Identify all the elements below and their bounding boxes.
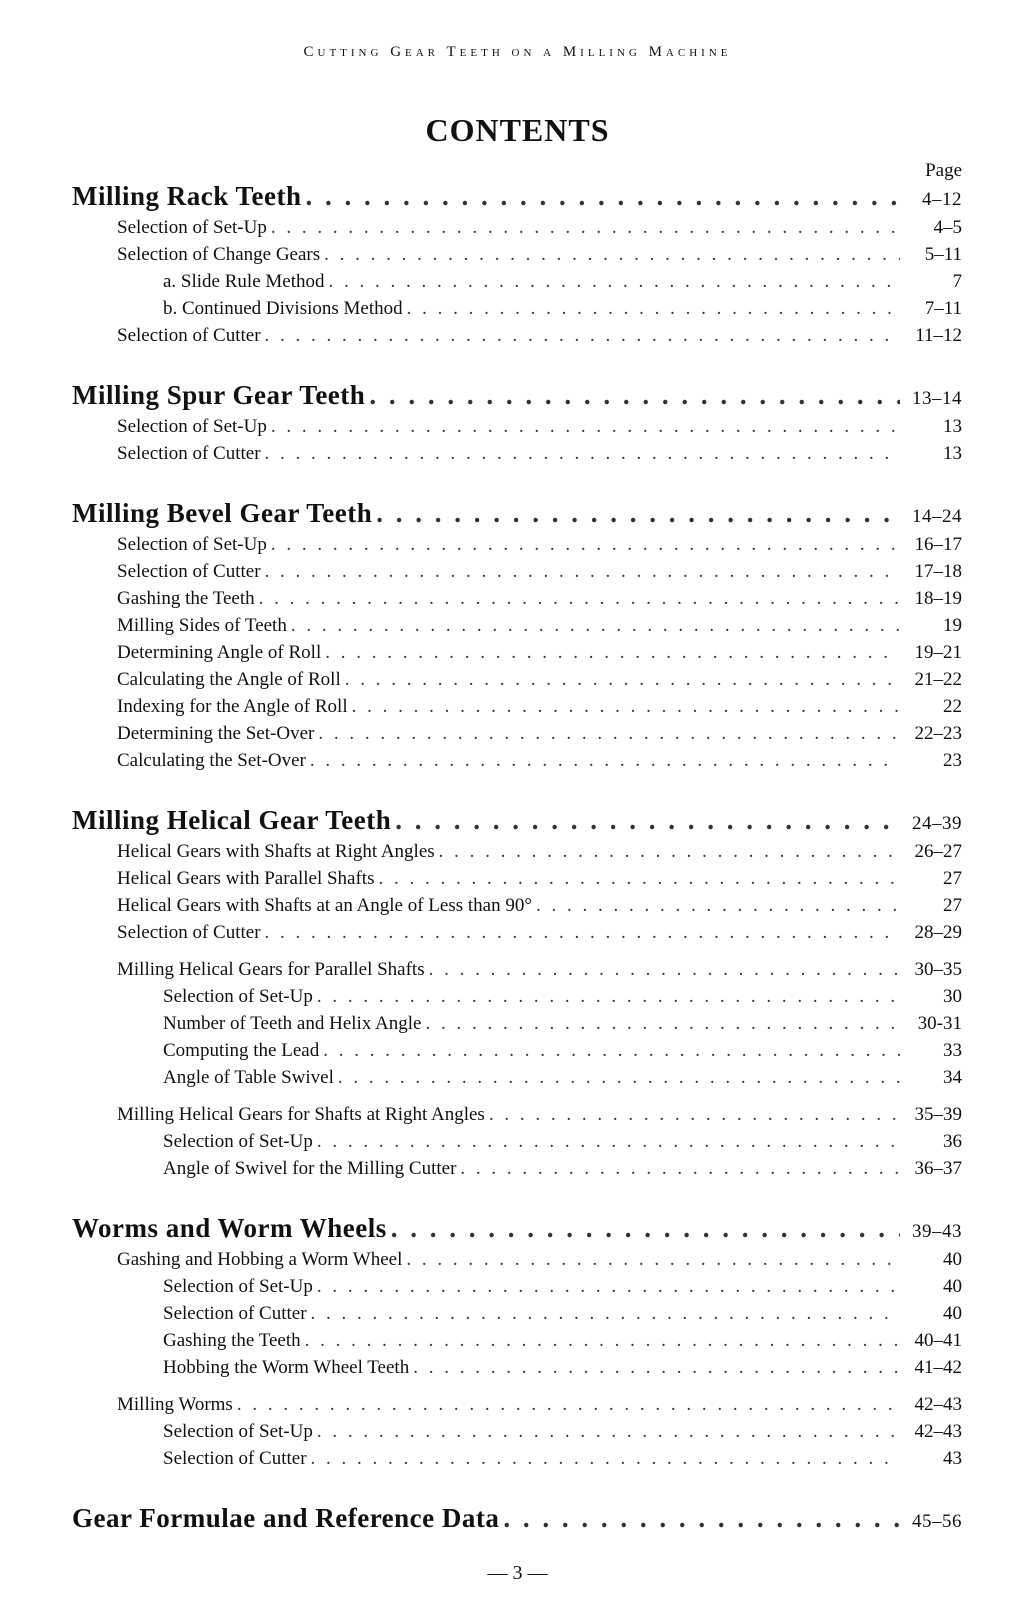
toc-entry[interactable] xyxy=(72,919,962,946)
dot-leader xyxy=(318,720,900,747)
toc-page-ref: 45–56 xyxy=(912,1511,962,1532)
toc-entry[interactable] xyxy=(72,295,962,322)
toc-entry[interactable] xyxy=(72,865,962,892)
toc-entry[interactable] xyxy=(72,1010,962,1037)
toc-page-ref: 7 xyxy=(952,271,962,292)
toc-section[interactable] xyxy=(72,1210,962,1246)
toc-page-ref: 19–21 xyxy=(914,642,962,663)
toc-page-ref: 33 xyxy=(943,1040,962,1061)
toc-entry[interactable] xyxy=(72,747,962,774)
toc-entry-label: Selection of Set-Up xyxy=(163,1131,313,1152)
toc-page-ref: 42–43 xyxy=(914,1421,962,1442)
dot-leader xyxy=(259,585,900,612)
toc-page-ref: 4–12 xyxy=(922,189,962,210)
toc-entry[interactable] xyxy=(72,1327,962,1354)
toc-entry-label: Milling Helical Gears for Shafts at Right Angles xyxy=(117,1104,485,1125)
toc-entry[interactable] xyxy=(72,838,962,865)
dot-leader xyxy=(378,865,900,892)
toc-page-ref: 36 xyxy=(943,1131,962,1152)
dot-leader xyxy=(271,531,900,558)
dot-leader xyxy=(311,1445,900,1472)
toc-entry[interactable] xyxy=(72,1128,962,1155)
toc-page-ref: 11–12 xyxy=(915,325,962,346)
toc-entry[interactable] xyxy=(72,956,962,983)
toc-entry-label: Selection of Cutter xyxy=(117,325,261,346)
toc-page-ref: 26–27 xyxy=(914,841,962,862)
toc-entry[interactable] xyxy=(72,983,962,1010)
toc-entry[interactable] xyxy=(72,1300,962,1327)
toc-entry[interactable] xyxy=(72,558,962,585)
toc-entry-label: Milling Sides of Teeth xyxy=(117,615,287,636)
toc-entry[interactable] xyxy=(72,1037,962,1064)
toc-entry-label: Selection of Cutter xyxy=(163,1448,307,1469)
toc-entry[interactable] xyxy=(72,585,962,612)
toc-entry-label: Selection of Change Gears xyxy=(117,244,321,265)
toc-page-ref: 39–43 xyxy=(912,1221,962,1242)
toc-page-ref: 17–18 xyxy=(914,561,962,582)
toc-entry-label: Gashing the Teeth xyxy=(117,588,255,609)
dot-leader xyxy=(460,1155,900,1182)
toc-entry-label: Determining Angle of Roll xyxy=(117,642,322,663)
toc-entry[interactable] xyxy=(72,892,962,919)
dot-leader xyxy=(323,1037,900,1064)
page-column-label: Page xyxy=(925,160,962,181)
toc-entry[interactable] xyxy=(72,639,962,666)
dot-leader xyxy=(317,1273,900,1300)
toc-entry[interactable] xyxy=(72,720,962,747)
dot-leader xyxy=(271,214,900,241)
toc-entry[interactable] xyxy=(72,1064,962,1091)
toc-entry-label: Helical Gears with Shafts at an Angle of Less than 90° xyxy=(117,895,532,916)
toc-entry[interactable] xyxy=(72,531,962,558)
toc-entry-label: Selection of Cutter xyxy=(117,561,261,582)
toc-page-ref: 35–39 xyxy=(914,1104,962,1125)
toc-entry[interactable] xyxy=(72,1445,962,1472)
toc-entry-label: Number of Teeth and Helix Angle xyxy=(163,1013,422,1034)
toc-page-ref: 40 xyxy=(943,1276,962,1297)
dot-leader xyxy=(425,1010,900,1037)
toc-entry[interactable] xyxy=(72,268,962,295)
toc-entry-label: Computing the Lead xyxy=(163,1040,320,1061)
toc-entry-label: Selection of Cutter xyxy=(117,922,261,943)
dot-leader xyxy=(489,1101,900,1128)
toc-page-ref: 27 xyxy=(943,895,962,916)
dot-leader xyxy=(311,1300,900,1327)
toc-entry-label: Angle of Swivel for the Milling Cutter xyxy=(163,1158,457,1179)
toc-page-ref: 4–5 xyxy=(933,217,962,238)
toc-section[interactable] xyxy=(72,802,962,838)
dot-leader xyxy=(265,322,900,349)
toc-entry-label: Hobbing the Worm Wheel Teeth xyxy=(163,1357,410,1378)
toc-page-ref: 23 xyxy=(943,750,962,771)
toc-page-ref: 13–14 xyxy=(912,388,962,409)
toc-entry-label: Selection of Set-Up xyxy=(117,416,267,437)
page-number: — 3 — xyxy=(487,1562,548,1584)
dot-leader xyxy=(325,639,900,666)
toc-page-ref: 28–29 xyxy=(914,922,962,943)
toc-page-ref: 7–11 xyxy=(924,298,962,319)
toc-page-ref: 14–24 xyxy=(912,506,962,527)
toc-page-ref: 24–39 xyxy=(912,813,962,834)
dot-leader xyxy=(391,1210,900,1246)
table-of-contents xyxy=(72,178,962,1536)
toc-entry-label: Angle of Table Swivel xyxy=(163,1067,334,1088)
dot-leader xyxy=(503,1500,900,1536)
toc-entry-label: Gashing and Hobbing a Worm Wheel xyxy=(117,1249,403,1270)
toc-page-ref: 18–19 xyxy=(914,588,962,609)
toc-entry-label: Calculating the Angle of Roll xyxy=(117,669,341,690)
toc-entry[interactable] xyxy=(72,1391,962,1418)
dot-leader xyxy=(439,838,900,865)
dot-leader xyxy=(237,1391,900,1418)
toc-page-ref: 5–11 xyxy=(924,244,962,265)
toc-entry-label: Selection of Cutter xyxy=(117,443,261,464)
dot-leader xyxy=(352,693,900,720)
dot-leader xyxy=(305,1327,900,1354)
toc-entry[interactable] xyxy=(72,666,962,693)
toc-entry-label: Helical Gears with Shafts at Right Angles xyxy=(117,841,435,862)
toc-page-ref: 30-31 xyxy=(917,1013,962,1034)
toc-page-ref: 36–37 xyxy=(914,1158,962,1179)
dot-leader xyxy=(271,413,900,440)
dot-leader xyxy=(317,983,900,1010)
dot-leader xyxy=(306,178,900,214)
toc-entry[interactable] xyxy=(72,1418,962,1445)
toc-section[interactable] xyxy=(72,495,962,531)
toc-page-ref: 22–23 xyxy=(914,723,962,744)
dot-leader xyxy=(345,666,900,693)
toc-section-title: Milling Bevel Gear Teeth xyxy=(72,498,373,528)
toc-entry[interactable] xyxy=(72,440,962,467)
toc-page-ref: 43 xyxy=(943,1448,962,1469)
toc-page-ref: 41–42 xyxy=(914,1357,962,1378)
dot-leader xyxy=(376,495,900,531)
toc-page-ref: 40 xyxy=(943,1249,962,1270)
dot-leader xyxy=(265,919,900,946)
toc-page-ref: 27 xyxy=(943,868,962,889)
toc-section-title: Worms and Worm Wheels xyxy=(72,1213,387,1243)
dot-leader xyxy=(429,956,900,983)
toc-page-ref: 16–17 xyxy=(914,534,962,555)
dot-leader xyxy=(310,747,900,774)
dot-leader xyxy=(317,1418,900,1445)
dot-leader xyxy=(324,241,900,268)
toc-page-ref: 13 xyxy=(943,443,962,464)
toc-section-title: Milling Spur Gear Teeth xyxy=(72,380,366,410)
toc-page-ref: 30–35 xyxy=(914,959,962,980)
toc-entry[interactable] xyxy=(72,1273,962,1300)
toc-entry-label: Helical Gears with Parallel Shafts xyxy=(117,868,375,889)
toc-page-ref: 21–22 xyxy=(914,669,962,690)
toc-entry[interactable] xyxy=(72,1101,962,1128)
toc-section[interactable] xyxy=(72,377,962,413)
dot-leader xyxy=(338,1064,900,1091)
toc-entry[interactable] xyxy=(72,1246,962,1273)
dot-leader xyxy=(406,1246,900,1273)
toc-page-ref: 19 xyxy=(943,615,962,636)
running-head: Cutting Gear Teeth on a Milling Machine xyxy=(303,44,732,60)
dot-leader xyxy=(265,558,900,585)
dot-leader xyxy=(265,440,900,467)
toc-entry-label: b. Continued Divisions Method xyxy=(163,298,403,319)
toc-entry-label: Selection of Set-Up xyxy=(163,1276,313,1297)
toc-section-title: Milling Rack Teeth xyxy=(72,181,302,211)
dot-leader xyxy=(395,802,900,838)
toc-entry-label: Milling Worms xyxy=(117,1394,233,1415)
toc-section-title: Milling Helical Gear Teeth xyxy=(72,805,392,835)
toc-page-ref: 40 xyxy=(943,1303,962,1324)
toc-entry-label: a. Slide Rule Method xyxy=(163,271,325,292)
toc-entry-label: Selection of Set-Up xyxy=(117,217,267,238)
toc-entry-label: Gashing the Teeth xyxy=(163,1330,301,1351)
toc-entry-label: Selection of Set-Up xyxy=(163,1421,313,1442)
toc-page-ref: 34 xyxy=(943,1067,962,1088)
toc-entry[interactable] xyxy=(72,322,962,349)
dot-leader xyxy=(317,1128,900,1155)
toc-entry[interactable] xyxy=(72,612,962,639)
toc-page-ref: 30 xyxy=(943,986,962,1007)
toc-entry[interactable] xyxy=(72,413,962,440)
toc-entry[interactable] xyxy=(72,214,962,241)
toc-entry-label: Milling Helical Gears for Parallel Shafts xyxy=(117,959,425,980)
toc-entry-label: Selection of Set-Up xyxy=(163,986,313,1007)
toc-page-ref: 22 xyxy=(943,696,962,717)
toc-entry-label: Indexing for the Angle of Roll xyxy=(117,696,348,717)
toc-entry-label: Calculating the Set-Over xyxy=(117,750,306,771)
dot-leader xyxy=(369,377,900,413)
toc-entry[interactable] xyxy=(72,1155,962,1182)
dot-leader xyxy=(407,295,900,322)
dot-leader xyxy=(536,892,900,919)
toc-entry-label: Selection of Set-Up xyxy=(117,534,267,555)
toc-page-ref: 40–41 xyxy=(914,1330,962,1351)
toc-entry[interactable] xyxy=(72,1354,962,1381)
toc-section-title: Gear Formulae and Reference Data xyxy=(72,1503,500,1533)
toc-entry-label: Selection of Cutter xyxy=(163,1303,307,1324)
toc-section[interactable] xyxy=(72,178,962,214)
toc-page-ref: 42–43 xyxy=(914,1394,962,1415)
toc-section[interactable] xyxy=(72,1500,962,1536)
toc-entry[interactable] xyxy=(72,693,962,720)
dot-leader xyxy=(328,268,900,295)
toc-entry-label: Determining the Set-Over xyxy=(117,723,315,744)
toc-page-ref: 13 xyxy=(943,416,962,437)
dot-leader xyxy=(413,1354,900,1381)
toc-entry[interactable] xyxy=(72,241,962,268)
dot-leader xyxy=(291,612,900,639)
page-title: CONTENTS xyxy=(425,112,610,148)
